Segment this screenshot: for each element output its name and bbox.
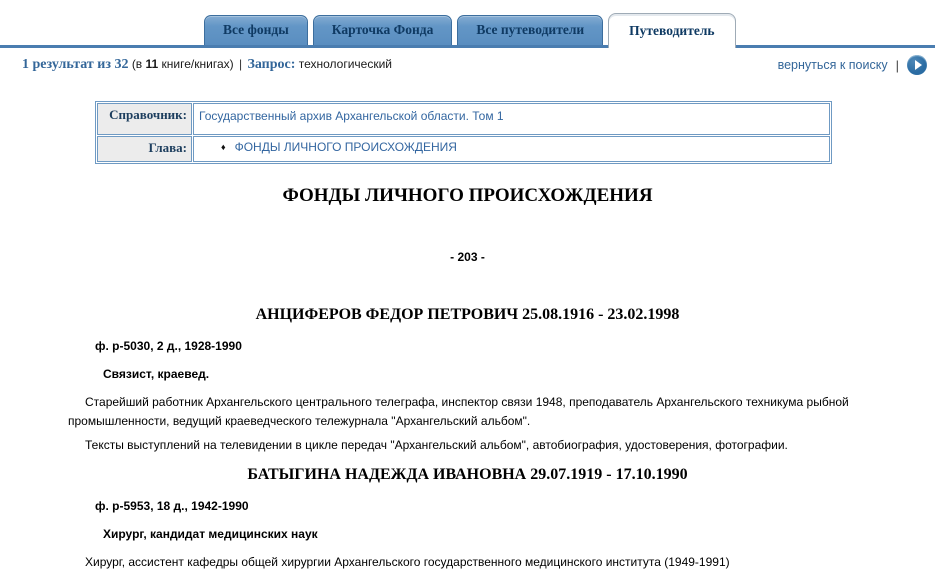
page-number: - 203 - (450, 250, 485, 264)
entry-heading: АНЦИФЕРОВ ФЕДОР ПЕТРОВИЧ 25.08.1916 - 23.02.1998 (255, 306, 680, 323)
results-actions (778, 55, 927, 75)
query-value: технологический (298, 57, 392, 71)
separator: | (238, 57, 243, 71)
table-row (97, 103, 830, 135)
books-suffix: книге/книгах) (158, 57, 234, 71)
fund-line: ф. р-5953, 18 д., 1942-1990 (95, 499, 249, 513)
occupation-line: Связист, краевед. (103, 367, 210, 381)
tab-guide[interactable]: Путеводитель (608, 13, 735, 48)
guide-document (0, 185, 935, 572)
tab-bar (0, 0, 935, 48)
tab-fund-card[interactable]: Карточка Фонда (313, 15, 453, 45)
fund-line: ф. р-5030, 2 д., 1928-1990 (95, 339, 242, 353)
play-icon (915, 60, 922, 70)
occupation-line: Хирург, кандидат медицинских наук (103, 527, 318, 541)
diamond-bullet-icon: ♦ (221, 141, 226, 152)
tab-all-funds[interactable]: Все фонды (204, 15, 308, 45)
table-row (97, 136, 830, 162)
reference-link[interactable]: Государственный архив Архангельской области. Том 1 (199, 109, 504, 123)
separator: | (895, 57, 899, 73)
query-label: Запрос: (247, 57, 296, 72)
reference-table (95, 101, 832, 164)
entry-paragraph: Старейший работник Архангельского центрального телеграфа, инспектор связи 1948, преподаватель Архангельского техникума рыбной промышленности, ведущий краеведческого тележурнала "Архангельский альбом". (68, 395, 849, 428)
document-title: ФОНДЫ ЛИЧНОГО ПРОИСХОЖДЕНИЯ (282, 185, 653, 206)
entry-heading: БАТЫГИНА НАДЕЖДА ИВАНОВНА 29.07.1919 - 17.10.1990 (247, 466, 688, 483)
tab-all-guides[interactable]: Все путеводители (457, 15, 603, 45)
books-count: 11 (145, 57, 159, 71)
results-bar (0, 48, 935, 81)
entry-paragraph: Тексты выступлений на телевидении в цикле передач "Архангельский альбом", автобиография, удостоверения, фотографии. (85, 438, 788, 452)
reference-label: Справочник: (97, 103, 192, 135)
books-prefix: (в (131, 57, 146, 71)
chapter-label: Глава: (97, 136, 192, 162)
entry-paragraph: Хирург, ассистент кафедры общей хирургии Архангельского государственного медицинского института (1949-1991) (85, 555, 730, 569)
results-count: 1 результат из 32 (22, 57, 129, 72)
results-summary (22, 57, 392, 73)
back-to-search-link[interactable]: вернуться к поиску (777, 58, 888, 72)
chapter-link[interactable]: ФОНДЫ ЛИЧНОГО ПРОИСХОЖДЕНИЯ (234, 140, 457, 154)
forward-button[interactable] (907, 55, 927, 75)
